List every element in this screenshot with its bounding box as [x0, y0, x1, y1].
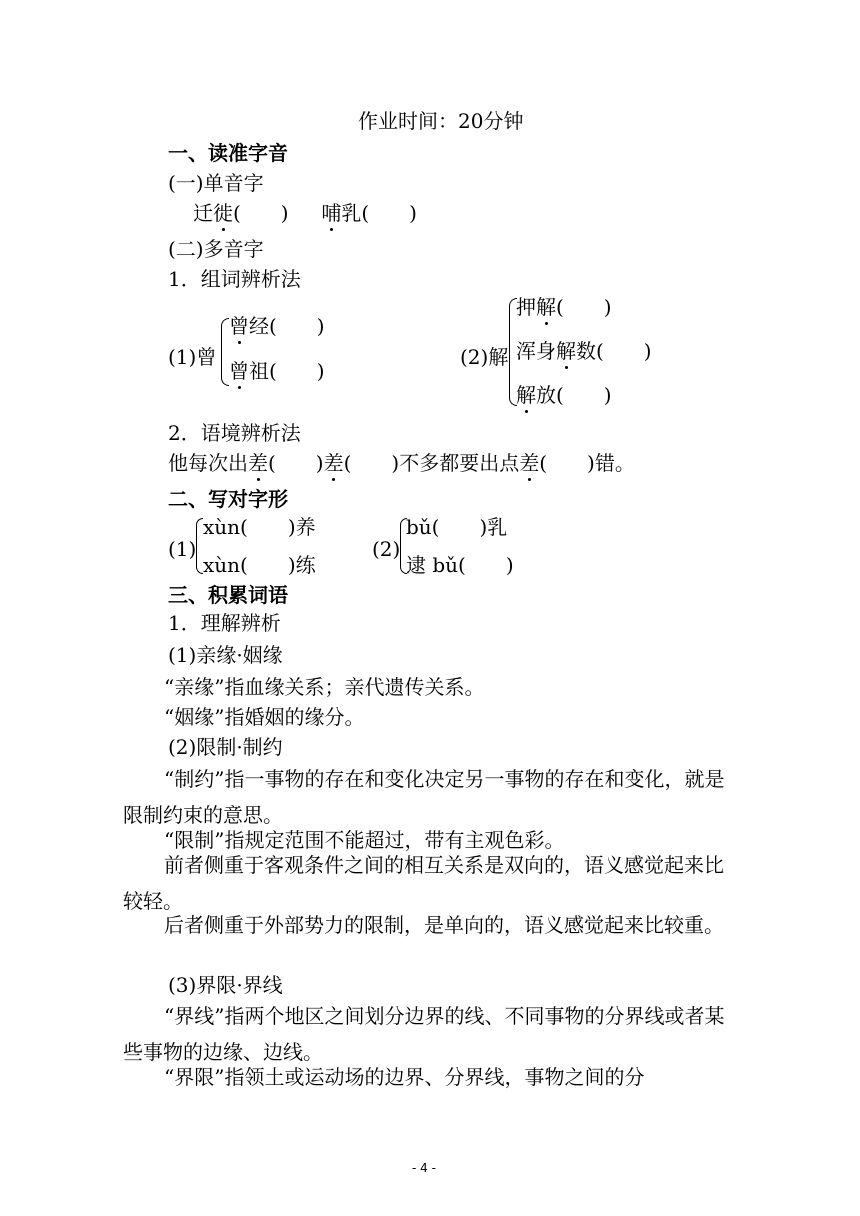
zeng-prefix: (1)曾 [168, 345, 217, 369]
dotted-char: 徙 [213, 201, 233, 225]
sentence-text: 他每次出 [168, 451, 248, 475]
section-heading-glyphs: 二、写对字形 [168, 487, 288, 511]
single-sound-items [193, 200, 417, 226]
section-heading-pronunciation: 一、读准字音 [168, 141, 288, 165]
pair-2-definition-b: “限制”指规定范围不能超过，带有主观色彩。 [164, 828, 565, 852]
pair-2-comparison-a: 前者侧重于客观条件之间的相互关系是双向的，语义感觉起来比较轻。 [123, 853, 724, 913]
answer-blank: 祖( ) [249, 359, 325, 383]
dotted-char: 曾 [229, 359, 249, 383]
glyph-group-1-a: xùn( )养 [203, 515, 316, 539]
answer-blank: 乳( ) [341, 201, 417, 225]
subheading-analysis: 1．理解辨析 [168, 611, 281, 635]
pair-3-definition-b: “界限”指领土或运动场的边界、分界线，事物之间的分 [164, 1065, 645, 1089]
sentence-text: ( )不多都要出点 [343, 451, 520, 475]
word-char: 押 [516, 295, 536, 319]
section-heading-vocabulary: 三、积累词语 [168, 583, 288, 607]
dotted-char: 差 [519, 451, 540, 475]
single-sound-label: (一)单音字 [168, 171, 264, 195]
answer-blank: ( ) [268, 451, 324, 475]
pair-1-definition-b: “姻缘”指婚姻的缘分。 [164, 705, 365, 729]
zeng-item-a [229, 313, 325, 339]
answer-blank: 放( ) [536, 383, 612, 407]
dotted-char: 解 [516, 383, 536, 407]
dotted-char: 哺 [321, 201, 342, 225]
word-char: 迁 [193, 201, 213, 225]
dotted-char: 差 [323, 451, 344, 475]
dotted-char: 差 [248, 451, 268, 475]
multi-sound-label: (二)多音字 [168, 237, 264, 261]
zeng-item-b [229, 358, 325, 384]
answer-blank: 数( ) [576, 339, 652, 363]
method-context: 2．语境辨析法 [168, 421, 301, 445]
pair-3-definition-a: “界线”指两个地区之间划分边界的线、不同事物的分界线或者某些事物的边缘、边线。 [123, 1004, 725, 1064]
glyph-group-2-prefix: (2) [372, 537, 401, 561]
answer-blank: 经( ) [249, 314, 325, 338]
page-title: 作业时间：20分钟 [358, 109, 524, 133]
word-char: 浑身 [516, 339, 556, 363]
glyph-group-2-b: 逮 bǔ( ) [406, 553, 514, 577]
method-word-group: 1．组词辨析法 [168, 267, 301, 291]
glyph-group-1-prefix: (1) [168, 537, 197, 561]
jie-item-b [516, 338, 652, 364]
brace-icon [196, 518, 203, 574]
dotted-char: 解 [556, 339, 576, 363]
answer-blank: ( ) [556, 295, 612, 319]
brace-icon [221, 318, 229, 386]
page-number: - 4 - [412, 1161, 436, 1175]
pair-title-1: (1)亲缘·姻缘 [168, 643, 283, 667]
jie-prefix: (2)解 [460, 345, 509, 369]
glyph-group-1-b: xùn( )练 [203, 553, 316, 577]
jie-item-a [516, 294, 612, 320]
pair-2-definition-a: “制约”指一事物的存在和变化决定另一事物的存在和变化，就是限制约束的意思。 [123, 767, 725, 827]
pair-2-comparison-b: 后者侧重于外部势力的限制，是单向的，语义感觉起来比较重。 [164, 913, 724, 937]
dotted-char: 解 [536, 295, 556, 319]
context-sentence [168, 450, 635, 476]
pair-title-3: (3)界限·界线 [168, 973, 283, 997]
dotted-char: 曾 [229, 314, 249, 338]
pair-1-definition-a: “亲缘”指血缘关系；亲代遗传关系。 [164, 675, 485, 699]
answer-blank: ( ) [233, 201, 289, 225]
glyph-group-2-a: bǔ( )乳 [406, 515, 508, 539]
jie-item-c [516, 382, 612, 408]
sentence-text: ( )错。 [539, 451, 635, 475]
pair-title-2: (2)限制·制约 [168, 735, 283, 759]
